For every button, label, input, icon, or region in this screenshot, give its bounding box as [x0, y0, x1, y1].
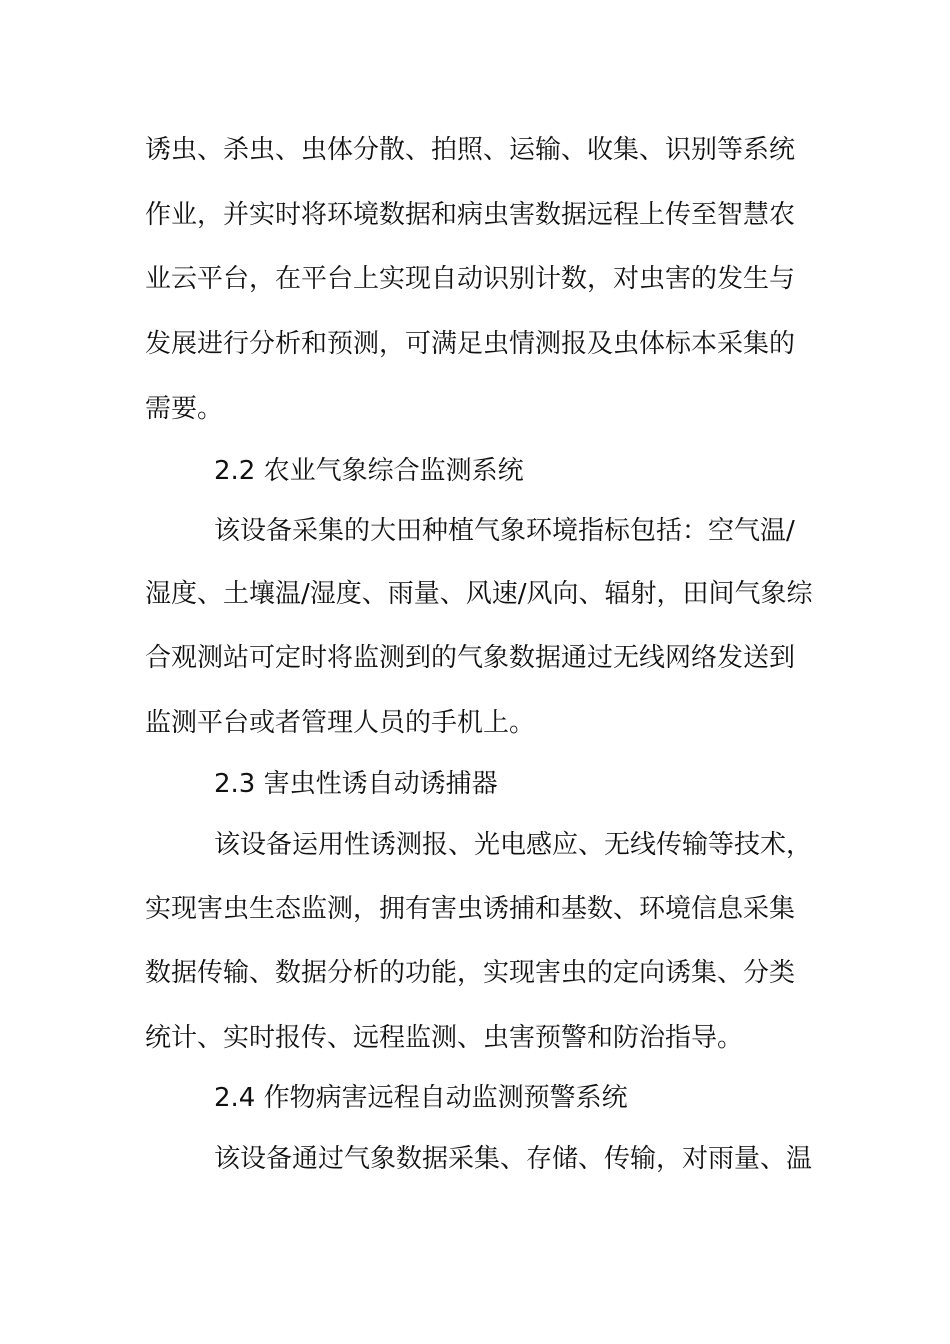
body-text-line: 数据传输、数据分析的功能，实现害虫的定向诱集、分类 [145, 958, 796, 988]
body-text-line: 该设备采集的大田种植气象环境指标包括：空气温/ [214, 516, 795, 546]
body-text-line: 该设备运用性诱测报、光电感应、无线传输等技术， [214, 830, 813, 860]
body-text-line: 监测平台或者管理人员的手机上。 [145, 708, 536, 738]
body-text-line: 该设备通过气象数据采集、存储、传输，对雨量、温 [214, 1144, 813, 1174]
section-heading-2-3: 2.3 害虫性诱自动诱捕器 [214, 769, 498, 799]
body-text-line: 业云平台，在平台上实现自动识别计数，对虫害的发生与 [145, 264, 796, 294]
body-text-line: 作业，并实时将环境数据和病虫害数据远程上传至智慧农 [145, 200, 796, 230]
body-text-line: 诱虫、杀虫、虫体分散、拍照、运输、收集、识别等系统 [145, 135, 796, 165]
body-text-line: 需要。 [145, 394, 224, 424]
body-text-line: 统计、实时报传、远程监测、虫害预警和防治指导。 [145, 1023, 744, 1053]
body-text-line: 发展进行分析和预测，可满足虫情测报及虫体标本采集的 [145, 329, 796, 359]
body-text-line: 合观测站可定时将监测到的气象数据通过无线网络发送到 [145, 643, 796, 673]
body-text-line: 湿度、土壤温/湿度、雨量、风速/风向、辐射，田间气象综 [145, 579, 813, 609]
section-heading-2-4: 2.4 作物病害远程自动监测预警系统 [214, 1083, 628, 1113]
section-heading-2-2: 2.2 农业气象综合监测系统 [214, 456, 524, 486]
body-text-line: 实现害虫生态监测，拥有害虫诱捕和基数、环境信息采集 [145, 894, 796, 924]
